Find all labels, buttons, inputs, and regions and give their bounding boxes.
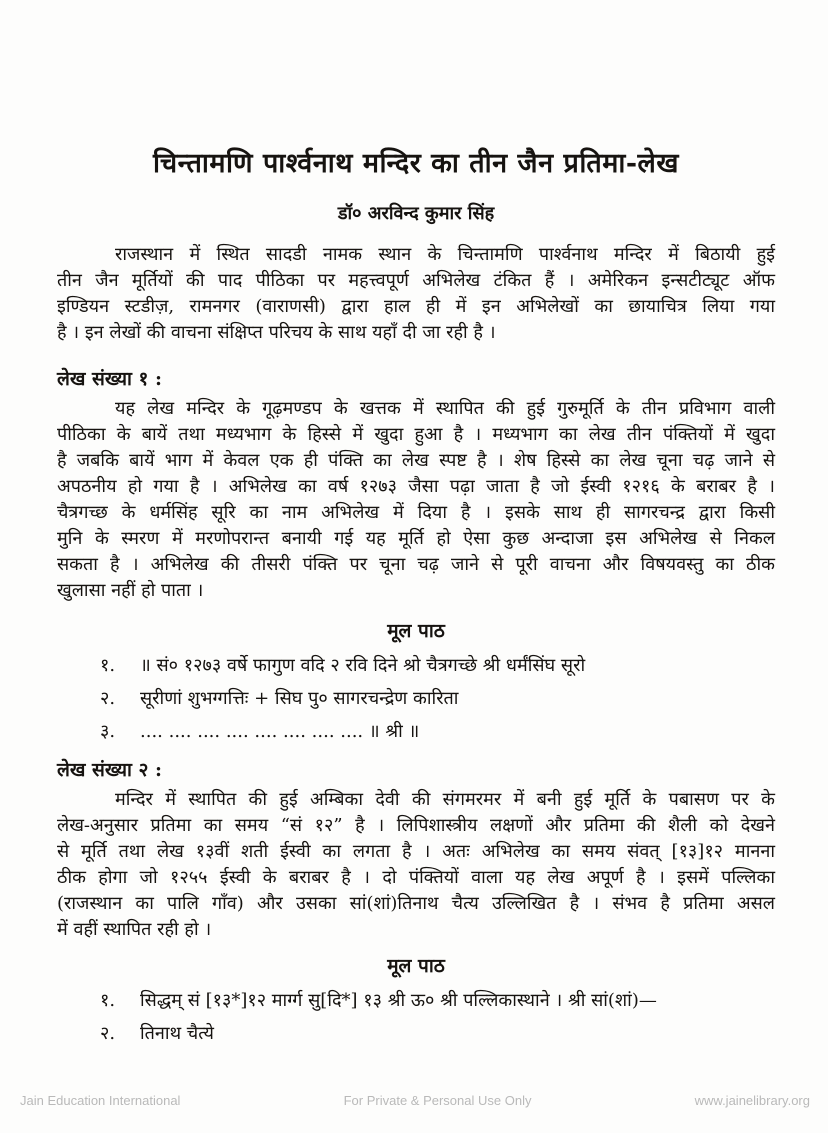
inscription-line-number: १.	[100, 655, 116, 676]
paragraph-line: अपठनीय हो गया है । अभिलेख का वर्ष १२७३ जैसा पढ़ा जाता है जो ईस्वी १२१६ के बराबर है ।	[57, 476, 775, 497]
paragraph-line: यह लेख मन्दिर के गूढ़मण्डप के खत्तक में स्थापित की हुई गुरुमूर्ति के तीन प्रविभाग वाली	[115, 398, 775, 419]
section2-heading: लेख संख्या २ :	[57, 759, 163, 781]
footer-website: www.jainelibrary.org	[694, 1093, 810, 1108]
section1-heading: लेख संख्या १ :	[57, 368, 163, 390]
inscription-text-2	[57, 987, 775, 1047]
footer-usage-note: For Private & Personal Use Only	[343, 1093, 532, 1108]
inscription-line	[57, 718, 775, 745]
intro-paragraph	[57, 242, 775, 346]
inscription-line	[57, 685, 775, 712]
paragraph-line: में वहीं स्थापित रही हो ।	[57, 919, 212, 940]
page-footer	[20, 1093, 810, 1108]
inscription-line-number: ३.	[100, 721, 116, 742]
paragraph-line: से मूर्ति तथा लेख १३वीं शती ईस्वी का लगता है । अतः अभिलेख का समय संवत् [१३]१२ मानना	[57, 841, 775, 862]
inscription-line	[57, 652, 775, 679]
inscription-line-number: २.	[100, 1023, 116, 1044]
inscription-line-text: .... .... .... .... .... .... .... .... ॥ श्री ॥	[140, 721, 420, 742]
inscription-line-text: ॥ सं० १२७३ वर्षे फागुण वदि २ रवि दिने श्रो चैत्रगच्छे श्री धर्मंसिंघ सूरो	[140, 655, 586, 676]
inscription-line-text: सिद्धम् सं [१३*]१२ मार्ग्ग सु[दि*] १३ श्री ऊ० श्री पल्लिकास्थाने । श्री सां(शां)—	[140, 990, 657, 1011]
paragraph-line: मुनि के स्मरण में मरणोपरान्त बनायी गई यह मूर्ति हो ऐसा कुछ अन्दाजा इस अभिलेख से निकल	[57, 528, 775, 549]
inscription-line	[57, 1020, 775, 1047]
inscription-line-text: तिनाथ चैत्ये	[140, 1023, 214, 1044]
inscription-line-number: २.	[100, 688, 116, 709]
paragraph-line: इण्डियन स्टडीज़, रामनगर (वाराणसी) द्वारा हाल ही में इन अभिलेखों का छायाचित्र लिया गया	[57, 296, 775, 317]
document-title: चिन्तामणि पार्श्वनाथ मन्दिर का तीन जैन प्रतिमा-लेख	[153, 148, 679, 179]
mool-path-heading-2: मूल पाठ	[387, 955, 445, 977]
paragraph-line: है जबकि बायें भाग में केवल एक ही पंक्ति का लेख स्पष्ट है । शेष हिस्से का लेख चूना चढ़ जाने से	[57, 450, 775, 471]
paragraph-line: पीठिका के बायें तथा मध्यभाग के हिस्से में खुदा हुआ है । मध्यभाग का लेख तीन पंक्तियों में खुदा	[57, 424, 775, 445]
paragraph-line: (राजस्थान का पालि गाँव) और उसका सां(शां)तिनाथ चैत्य उल्लिखित है । संभव है प्रतिमा असल	[57, 893, 775, 914]
inscription-line-text: सूरीणां शुभग्गत्तिः + सिघ पु० सागरचन्द्रेण कारिता	[140, 688, 459, 709]
section2-paragraph	[57, 787, 775, 943]
author-name: डॉ० अरविन्द कुमार सिंह	[337, 203, 495, 224]
inscription-line	[57, 987, 775, 1014]
paragraph-line: है । इन लेखों की वाचना संक्षिप्त परिचय के साथ यहाँ दी जा रही है ।	[57, 322, 496, 343]
footer-publisher: Jain Education International	[20, 1093, 181, 1108]
mool-path-heading-1: मूल पाठ	[387, 620, 445, 642]
section1-paragraph	[57, 396, 775, 604]
paragraph-line: सकता है । अभिलेख की तीसरी पंक्ति पर चूना चढ़ जाने से पूरी वाचना और विषयवस्तु का ठीक	[57, 554, 775, 575]
inscription-text-1	[57, 652, 775, 745]
paragraph-line: राजस्थान में स्थित सादडी नामक स्थान के चिन्तामणि पार्श्वनाथ मन्दिर में बिठायी हुई	[115, 244, 775, 265]
inscription-line-number: १.	[100, 990, 116, 1011]
paragraph-line: मन्दिर में स्थापित की हुई अम्बिका देवी की संगमरमर में बनी हुई मूर्ति के पबासण पर के	[115, 789, 775, 810]
paragraph-line: खुलासा नहीं हो पाता ।	[57, 580, 204, 601]
paragraph-line: चैत्रगच्छ के धर्मसिंह सूरि का नाम अभिलेख में दिया है । इसके साथ ही सागरचन्द्र द्वारा किसी	[57, 502, 775, 523]
paragraph-line: तीन जैन मूर्तियों की पाद पीठिका पर महत्त्वपूर्ण अभिलेख टंकित हैं । अमेरिकन इन्सटीट्यूट ऑफ	[57, 270, 775, 291]
paragraph-line: लेख-अनुसार प्रतिमा का समय “सं १२” है । लिपिशास्त्रीय लक्षणों और प्रतिमा की शैली को देखने	[57, 815, 775, 836]
paragraph-line: ठीक होगा जो १२५५ ईस्वी के बराबर है । दो पंक्तियों वाला यह लेख अपूर्ण है । इसमें पल्लिका	[57, 867, 775, 888]
